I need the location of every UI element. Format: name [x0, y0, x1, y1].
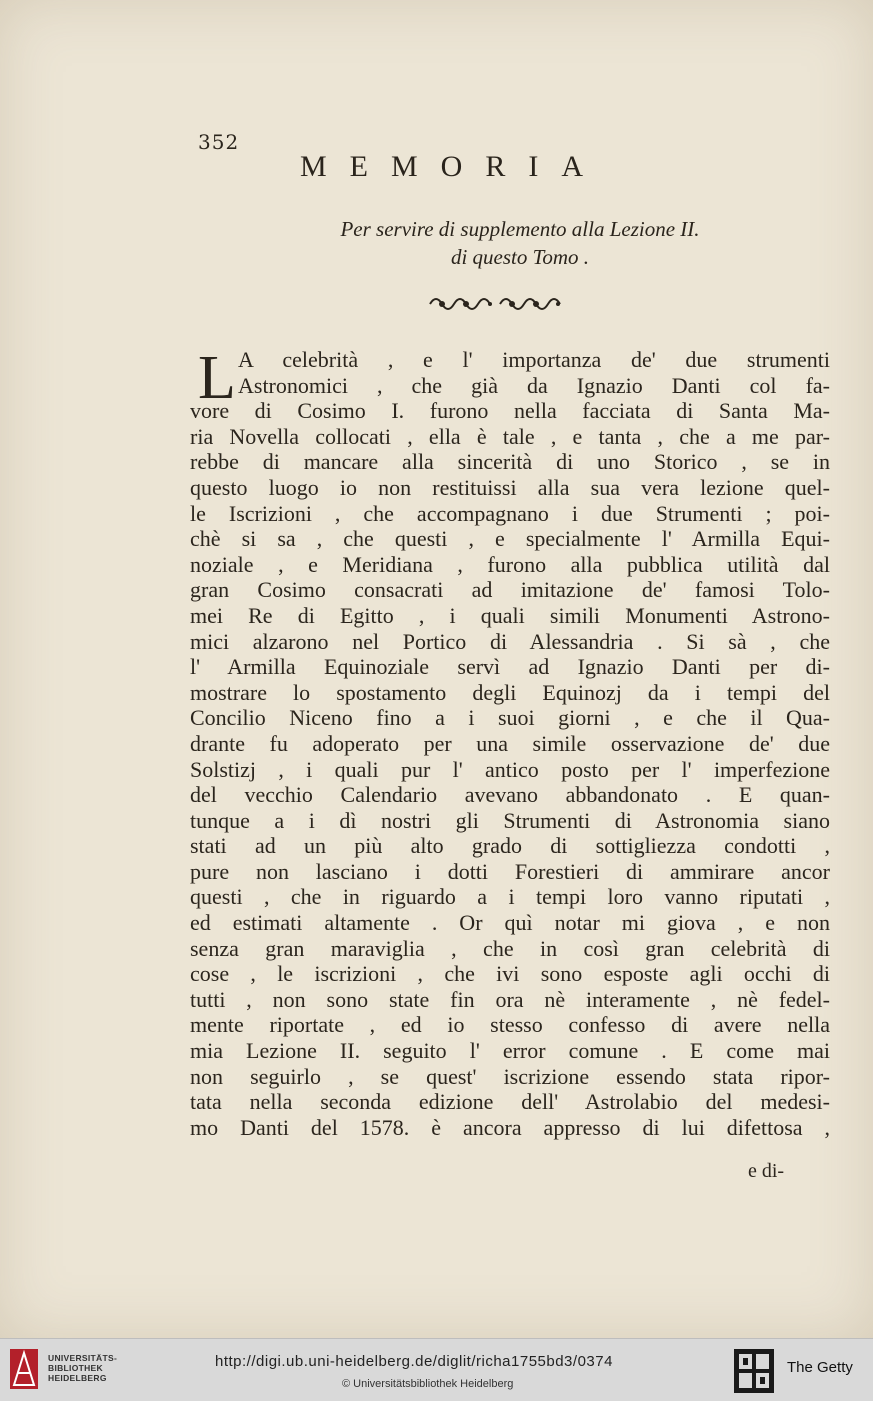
text-line: ria Novella collocati , ella è tale , e tanta , che a me par-: [190, 423, 830, 449]
getty-logo-icon: [734, 1349, 774, 1393]
text-line: tunque a i dì nostri gli Strumenti di Astronomia siano: [190, 807, 830, 833]
text-line: Solstizj , i quali pur l' antico posto per l' imperfezione: [190, 756, 830, 782]
subtitle-line: di questo Tomo .: [450, 245, 590, 269]
library-name-line: BIBLIOTHEK: [48, 1363, 103, 1373]
text-line: mei Re di Egitto , i quali simili Monumenti Astrono-: [190, 602, 830, 628]
text-line: chè si sa , che questi , e specialmente l' Armilla Equi-: [190, 526, 830, 552]
page-number: 352: [198, 130, 240, 154]
page-title: MEMORIA: [300, 150, 607, 183]
text-line: drante fu adoperato per una simile osservazione de' due: [190, 730, 830, 756]
body-text: [190, 344, 830, 1140]
text-line: ed estimati altamente . Or quì notar mi giova , e non: [190, 910, 830, 936]
text-line: noziale , e Meridiana , furono alla pubblica utilità dal: [190, 551, 830, 577]
text-line: tata nella seconda edizione dell' Astrolabio del medesi-: [190, 1089, 830, 1115]
text-line: non seguirlo , se quest' iscrizione essendo stata ripor-: [190, 1063, 830, 1089]
university-library-logo-icon: [10, 1349, 38, 1389]
text-line: gran Cosimo consacrati ad imitazione de' famosi Tolo-: [190, 577, 830, 603]
drop-cap: L: [198, 344, 236, 412]
text-line: A celebrità , e l' importanza de' due strumenti: [238, 347, 830, 372]
viewer-footer: [0, 1338, 873, 1401]
text-line: tutti , non sono state fin ora nè interamente , nè fedel-: [190, 986, 830, 1012]
text-line: mente riportate , ed io stesso confesso di avere nella: [190, 1012, 830, 1038]
text-line: pure non lasciano i dotti Forestieri di ammirare ancor: [190, 858, 830, 884]
text-line: senza gran maraviglia , che in così gran celebrità di: [190, 935, 830, 961]
text-line: l' Armilla Equinoziale servì ad Ignazio Danti per di-: [190, 654, 830, 680]
copyright-notice: © Universitätsbibliothek Heidelberg: [342, 1378, 514, 1390]
text-line: le Iscrizioni , che accompagnano i due Strumenti ; poi-: [190, 500, 830, 526]
text-line: mo Danti del 1578. è ancora appresso di lui difettosa ,: [190, 1114, 830, 1140]
text-line: vore di Cosimo I. furono nella facciata di Santa Ma-: [190, 398, 830, 424]
text-line: mia Lezione II. seguito l' error comune . E come mai: [190, 1038, 830, 1064]
catchword: e di-: [748, 1160, 785, 1182]
subtitle: [200, 215, 840, 271]
subtitle-line: Per servire di supplemento alla Lezione II.: [340, 217, 700, 241]
ornament-icon: [425, 292, 565, 316]
text-line: mostrare lo spostamento degli Equinozj da i tempi del: [190, 679, 830, 705]
text-line: Astronomici , che già da Ignazio Danti col fa-: [238, 372, 830, 398]
text-line: stati ad un più alto grado di sottigliezza condotti ,: [190, 833, 830, 859]
library-name: [48, 1353, 117, 1383]
text-line: del vecchio Calendario avevano abbandonato . E quan-: [190, 782, 830, 808]
library-name-line: HEIDELBERG: [48, 1373, 107, 1383]
permalink-url[interactable]: http://digi.ub.uni-heidelberg.de/diglit/richa1755bd3/0374: [215, 1353, 613, 1370]
text-line: questi , che in riguardo a i tempi loro vanno riputati ,: [190, 884, 830, 910]
text-line: rebbe di mancare alla sincerità di uno Storico , se in: [190, 449, 830, 475]
text-line: questo luogo io non restituissi alla sua vera lezione quel-: [190, 474, 830, 500]
library-name-line: UNIVERSITÄTS-: [48, 1353, 118, 1363]
text-line: Concilio Niceno fino a i suoi giorni , e che il Qua-: [190, 705, 830, 731]
text-line: cose , le iscrizioni , che ivi sono esposte agli occhi di: [190, 961, 830, 987]
partner-name: The Getty: [787, 1359, 853, 1376]
text-line: mici alzarono nel Portico di Alessandria . Si sà , che: [190, 628, 830, 654]
